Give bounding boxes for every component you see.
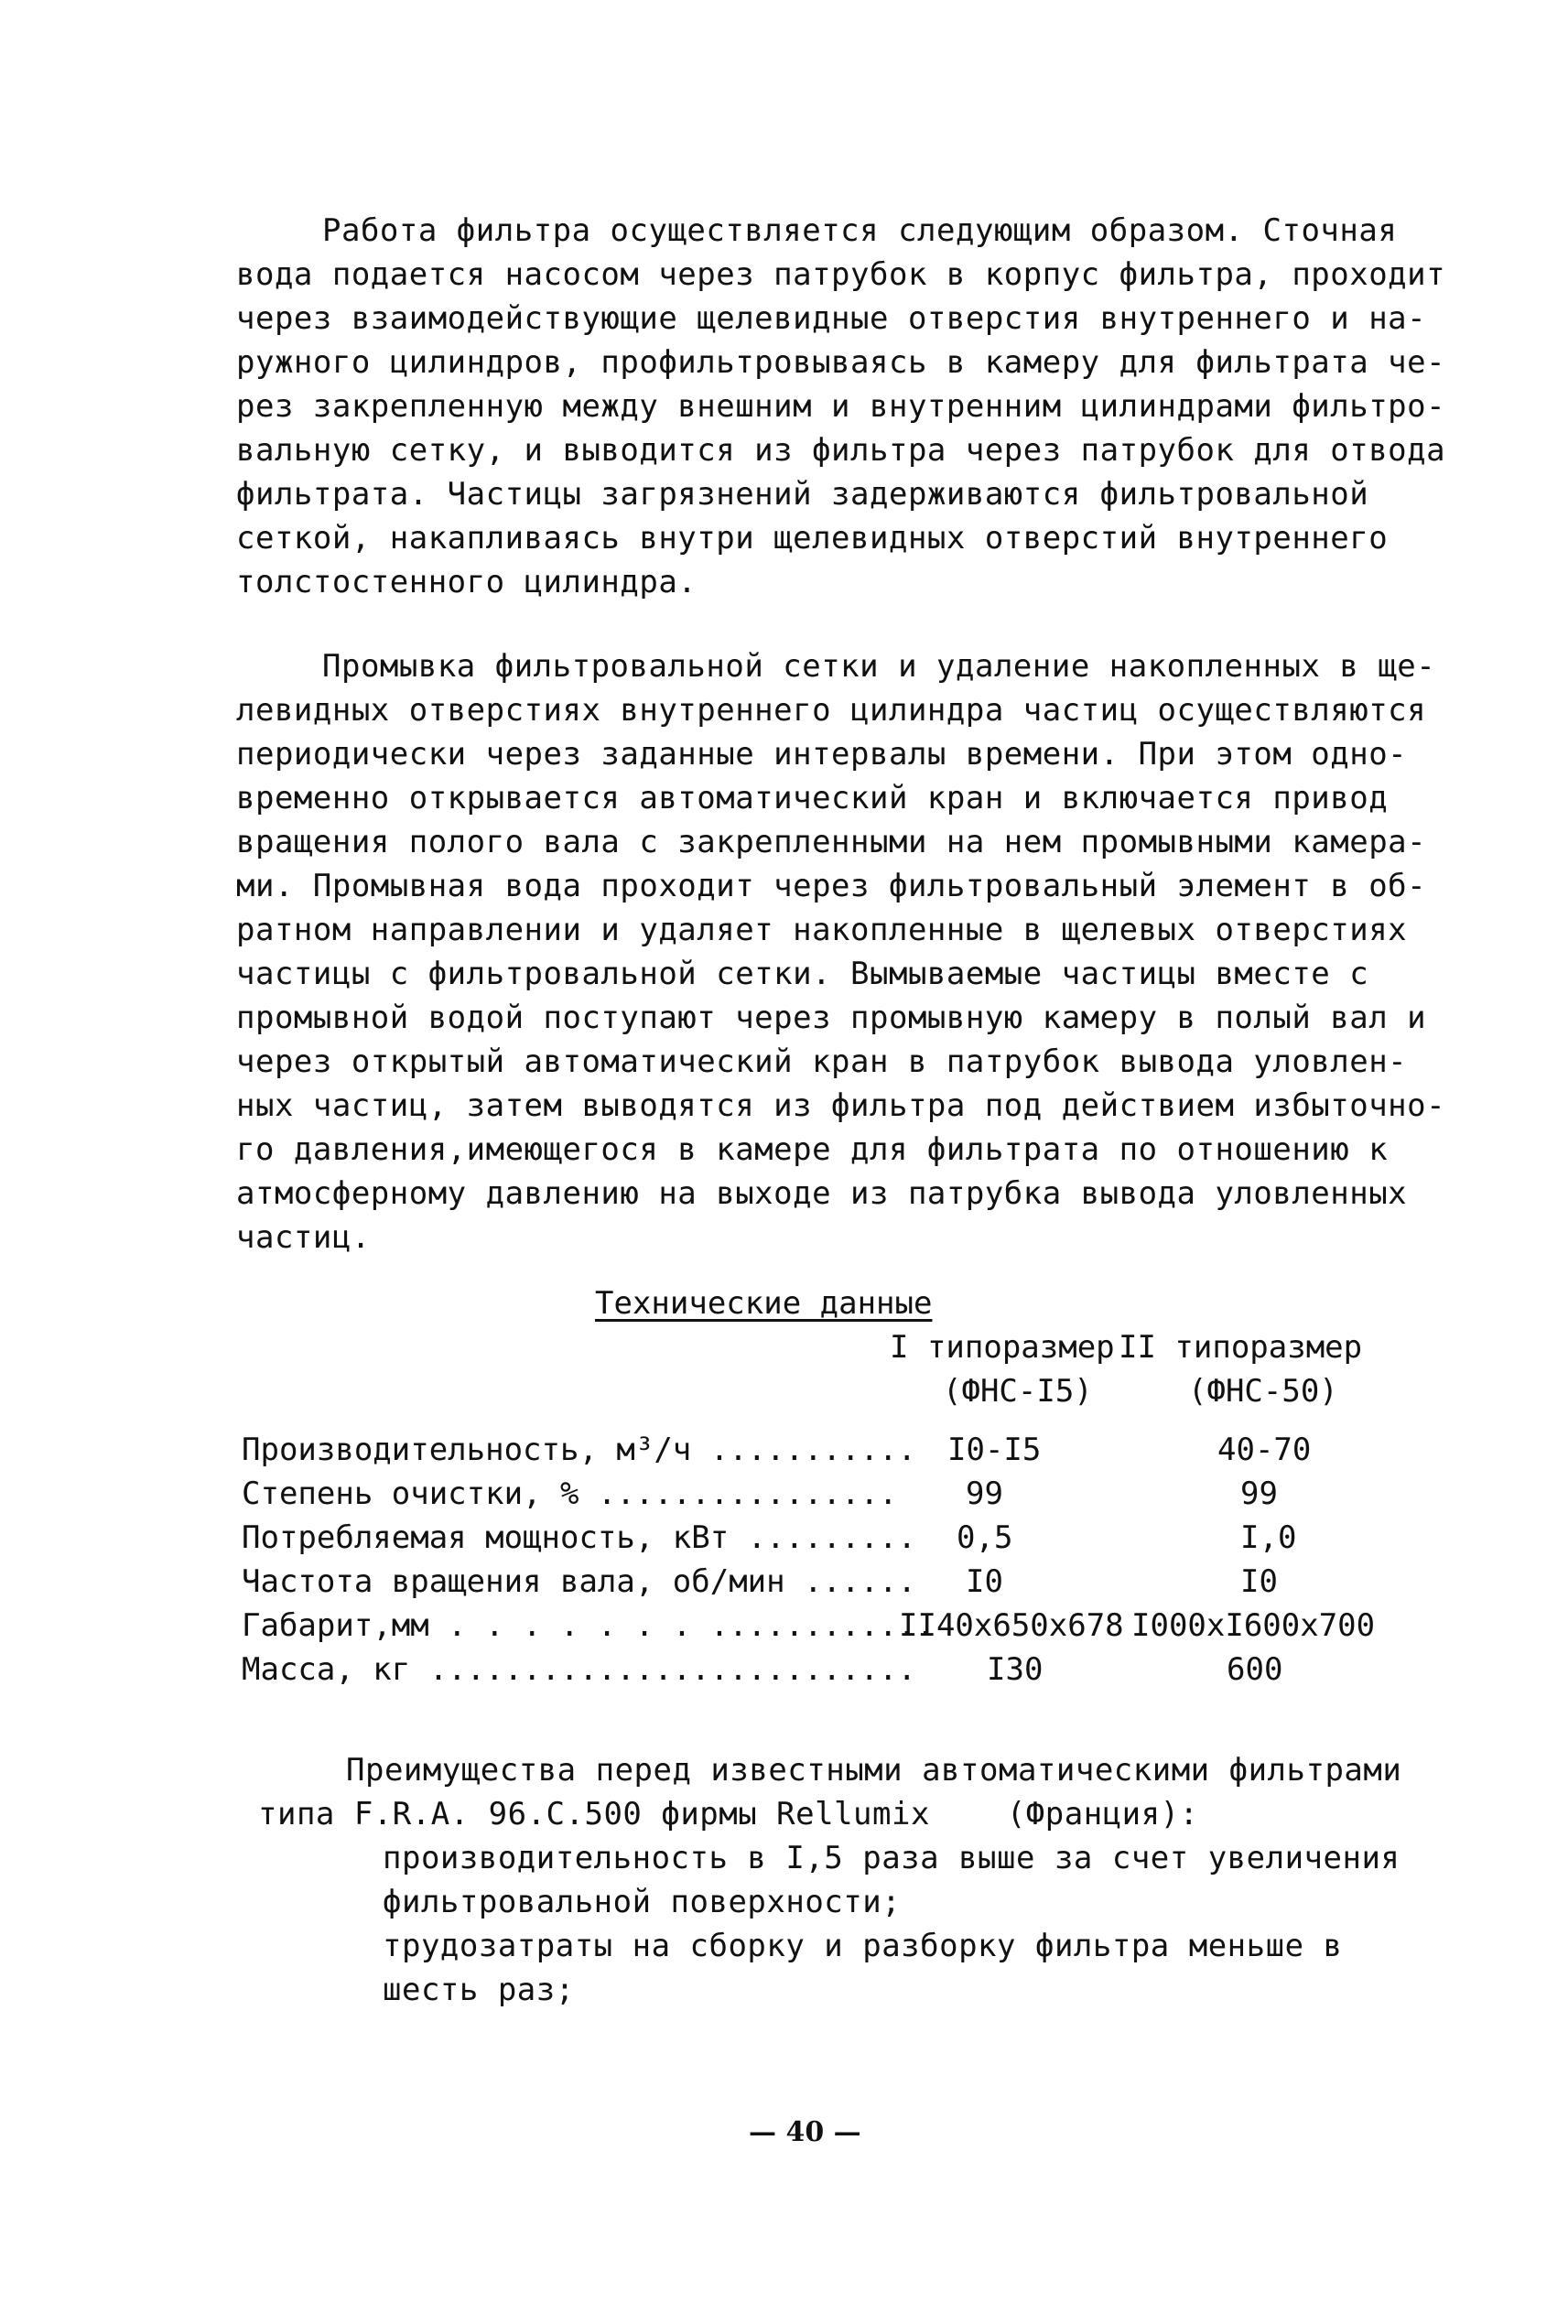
column-header-model-2: (ФНС-50) [1188,1373,1338,1410]
text-line: ратном направлении и удаляет накопленные в щелевых отверстиях [236,912,1408,948]
text-line: левидных отверстиях внутреннего цилиндра частиц осуществляются [236,692,1427,729]
row-value-size-2: 99 [1240,1475,1278,1512]
text-line: промывной водой поступают через промывную камеру в полый вал и [236,1000,1427,1036]
row-label: Габарит,мм . . . . . . . ............ [242,1607,935,1644]
row-value-size-1: I0 [966,1563,1003,1600]
text-line: частиц. [236,1219,371,1256]
text-line: Работа фильтра осуществляется следующим образом. Сточная [322,212,1398,249]
text-line: вода подается насосом через патрубок в корпус фильтра, проходит [236,256,1446,293]
text-line: рез закрепленную между внешним и внутренним цилиндрами фильтро- [236,388,1446,425]
row-value-size-1: I0-I5 [947,1432,1042,1468]
text-line: сеткой, накапливаясь внутри щелевидных отверстий внутреннего [236,520,1389,557]
row-value-size-2: 40-70 [1217,1432,1312,1468]
text-line: атмосферному давлению на выходе из патрубка вывода уловленных [236,1175,1408,1212]
text-line: ми. Промывная вода проходит через фильтровальный элемент в об- [236,868,1427,904]
text-line: Промывка фильтровальной сетки и удаление накопленных в ще- [322,648,1436,685]
row-value-size-2: I,0 [1240,1519,1297,1556]
row-value-size-2: 600 [1227,1651,1283,1688]
row-value-size-1: I30 [987,1651,1044,1688]
text-line: вращения полого вала с закрепленными на нем промывными камера- [236,824,1427,860]
row-value-size-2: I000xI600x700 [1131,1607,1376,1644]
text-line: частицы с фильтровальной сетки. Вымываемые частицы вместе с [236,956,1369,992]
text-line: через открытый автоматический кран в патрубок вывода уловлен- [236,1043,1408,1080]
advantage-item: фильтровальной поверхности; [383,1884,902,1920]
text-line: фильтрата. Частицы загрязнений задерживаются фильтровальной [236,476,1369,513]
column-header-model-1: (ФНС-I5) [943,1373,1093,1410]
text-line: периодически через заданные интервалы времени. При этом одно- [236,736,1408,773]
row-label: Масса, кг .......................... [242,1651,916,1688]
row-label: Производительность, м³/ч ........... [242,1432,916,1468]
text-line: временно открывается автоматический кран и включается привод [236,780,1389,816]
advantage-item: шесть раз; [383,1972,575,2008]
advantages-intro-continued: типа F.R.A. 96.C.500 фирмы Rellumix (Франция): [258,1796,1199,1832]
advantage-item: производительность в I,5 раза выше за счет увеличения [383,1840,1400,1876]
text-line: ружного цилиндров, профильтровываясь в камеру для фильтрата че- [236,344,1446,381]
row-value-size-1: II40x650x678 [899,1607,1124,1644]
column-header-size-1: I типоразмер [890,1329,1115,1366]
row-value-size-2: I0 [1240,1563,1278,1600]
row-value-size-1: 99 [966,1475,1003,1512]
text-line: через взаимодействующие щелевидные отверстия внутреннего и на- [236,300,1427,337]
advantages-intro: Преимущества перед известными автоматическими фильтрами [346,1752,1402,1789]
advantage-item: трудозатраты на сборку и разборку фильтра меньше в [383,1928,1343,1964]
row-label: Частота вращения вала, об/мин ...... [242,1563,916,1600]
column-header-size-2: II типоразмер [1119,1329,1363,1366]
text-line: вальную сетку, и выводится из фильтра через патрубок для отвода [236,432,1446,469]
technical-data-title: Технические данные [595,1285,933,1322]
page-number: — 40 — [749,2116,861,2148]
row-label: Степень очистки, % ................ [242,1475,898,1512]
row-value-size-1: 0,5 [957,1519,1013,1556]
row-label: Потребляемая мощность, кВт ......... [242,1519,916,1556]
text-line: го давления,имеющегося в камере для фильтрата по отношению к [236,1131,1389,1168]
text-line: ных частиц, затем выводятся из фильтра под действием избыточно- [236,1087,1446,1124]
text-line: толстостенного цилиндра. [236,564,697,600]
